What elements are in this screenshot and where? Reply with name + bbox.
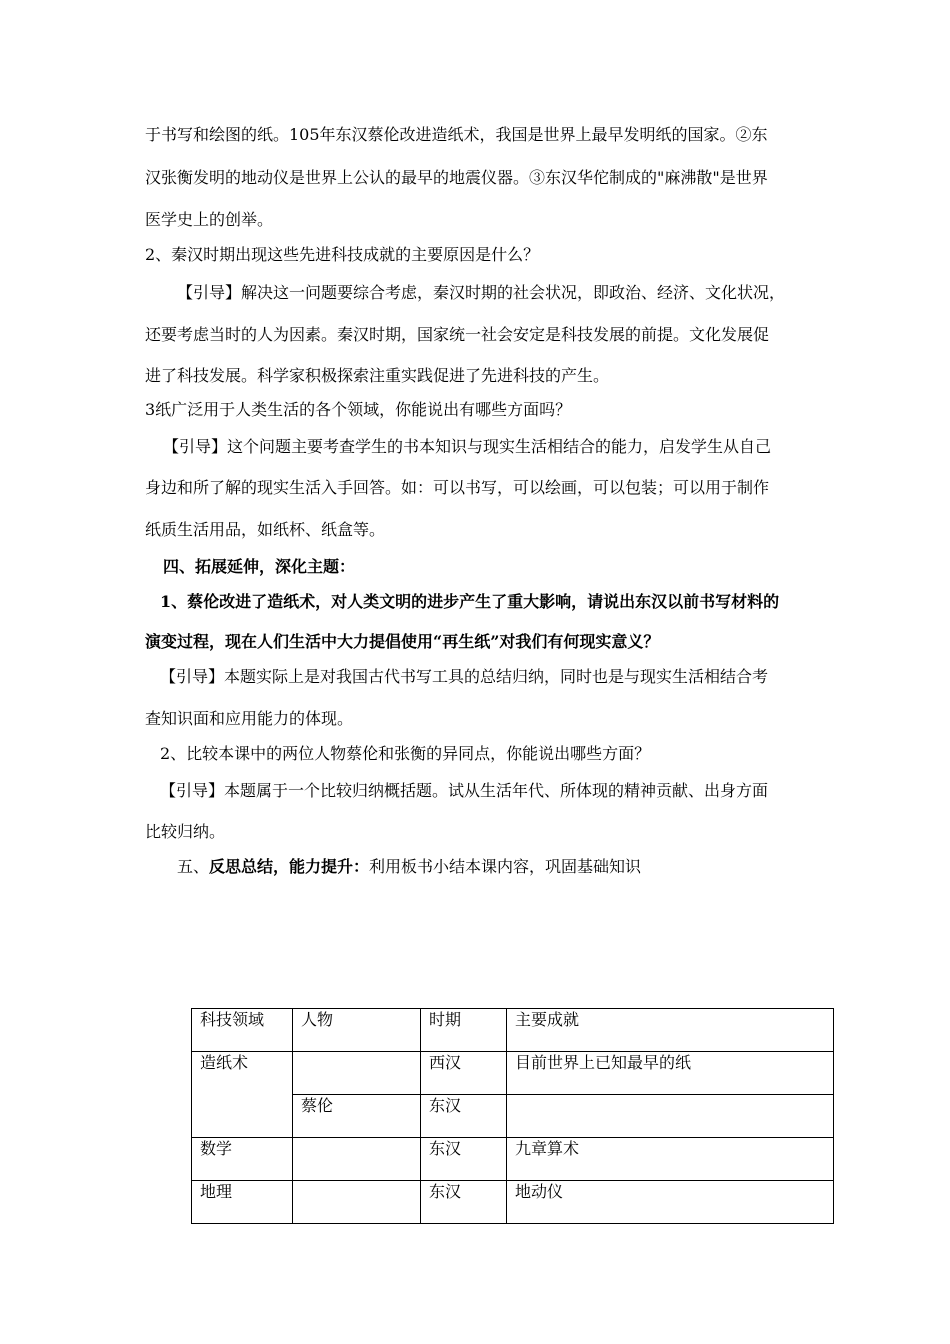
guide-line: 【引导】这个问题主要考查学生的书本知识与现实生活相结合的能力，启发学生从自己 [163,437,772,456]
table-cell: 目前世界上已知最早的纸 [507,1052,834,1095]
table-cell [293,1052,421,1095]
header-cell: 时期 [421,1009,507,1052]
guide-line: 【引导】解决这一问题要综合考虑，秦汉时期的社会状况，即政治、经济、文化状况， [177,283,786,302]
section-5-title: 反思总结，能力提升： [209,857,370,876]
table-row [192,1138,834,1181]
section-4-question-1: 演变过程，现在人们生活中大力提倡使用“再生纸”对我们有何现实意义？ [145,632,660,651]
paragraph-line: 医学史上的创举。 [145,210,274,229]
table-header-row [192,1009,834,1052]
guide-line: 进了科技发展。科学家积极探索注重实践促进了先进科技的产生。 [145,366,610,385]
guide-line: 比较归纳。 [145,822,226,841]
section-5-text: 利用板书小结本课内容，巩固基础知识 [369,857,642,876]
section-4-question-2: 2、比较本课中的两位人物蔡伦和张衡的异同点，你能说出哪些方面？ [160,744,651,763]
section-4-question-1: 1、蔡伦改进了造纸术，对人类文明的进步产生了重大影响，请说出东汉以前书写材料的 [160,592,780,611]
guide-line: 身边和所了解的现实生活入手回答。如：可以书写，可以绘画，可以包装；可以用于制作 [145,478,770,497]
table-row [192,1052,834,1095]
table-cell: 东汉 [421,1095,507,1138]
guide-line: 【引导】本题属于一个比较归纳概括题。试从生活年代、所体现的精神贡献、出身方面 [160,781,769,800]
guide-line: 查知识面和应用能力的体现。 [145,709,354,728]
header-cell: 主要成就 [507,1009,834,1052]
question-2: 2、秦汉时期出现这些先进科技成就的主要原因是什么？ [145,245,540,264]
table-cell: 地理 [192,1181,293,1224]
table-cell [293,1138,421,1181]
table-cell: 九章算术 [507,1138,834,1181]
question-3: 3纸广泛用于人类生活的各个领域，你能说出有哪些方面吗？ [145,400,572,419]
section-4-heading: 四、拓展延伸，深化主题： [163,557,356,576]
table-cell [507,1095,834,1138]
table-cell: 东汉 [421,1138,507,1181]
table-cell: 蔡伦 [293,1095,421,1138]
header-cell: 科技领域 [192,1009,293,1052]
section-5-prefix: 五、 [177,857,210,876]
paragraph-line: 汉张衡发明的地动仪是世界上公认的最早的地震仪器。③东汉华佗制成的"麻沸散"是世界 [145,168,768,187]
header-cell: 人物 [293,1009,421,1052]
table-cell: 东汉 [421,1181,507,1224]
guide-line: 纸质生活用品，如纸杯、纸盒等。 [145,520,386,539]
table-row [192,1181,834,1224]
section-5-heading [177,857,641,877]
guide-line: 还要考虑当时的人为因素。秦汉时期，国家统一社会安定是科技发展的前提。文化发展促 [145,325,770,344]
table-cell: 西汉 [421,1052,507,1095]
table-cell: 数学 [192,1138,293,1181]
paragraph-line: 于书写和绘图的纸。105年东汉蔡伦改进造纸术，我国是世界上最早发明纸的国家。②东 [145,125,768,144]
guide-line: 【引导】本题实际上是对我国古代书写工具的总结归纳，同时也是与现实生活相结合考 [160,667,769,686]
table-cell [293,1181,421,1224]
table-cell: 造纸术 [192,1052,293,1138]
table-cell: 地动仪 [507,1181,834,1224]
summary-table [191,1008,834,1224]
